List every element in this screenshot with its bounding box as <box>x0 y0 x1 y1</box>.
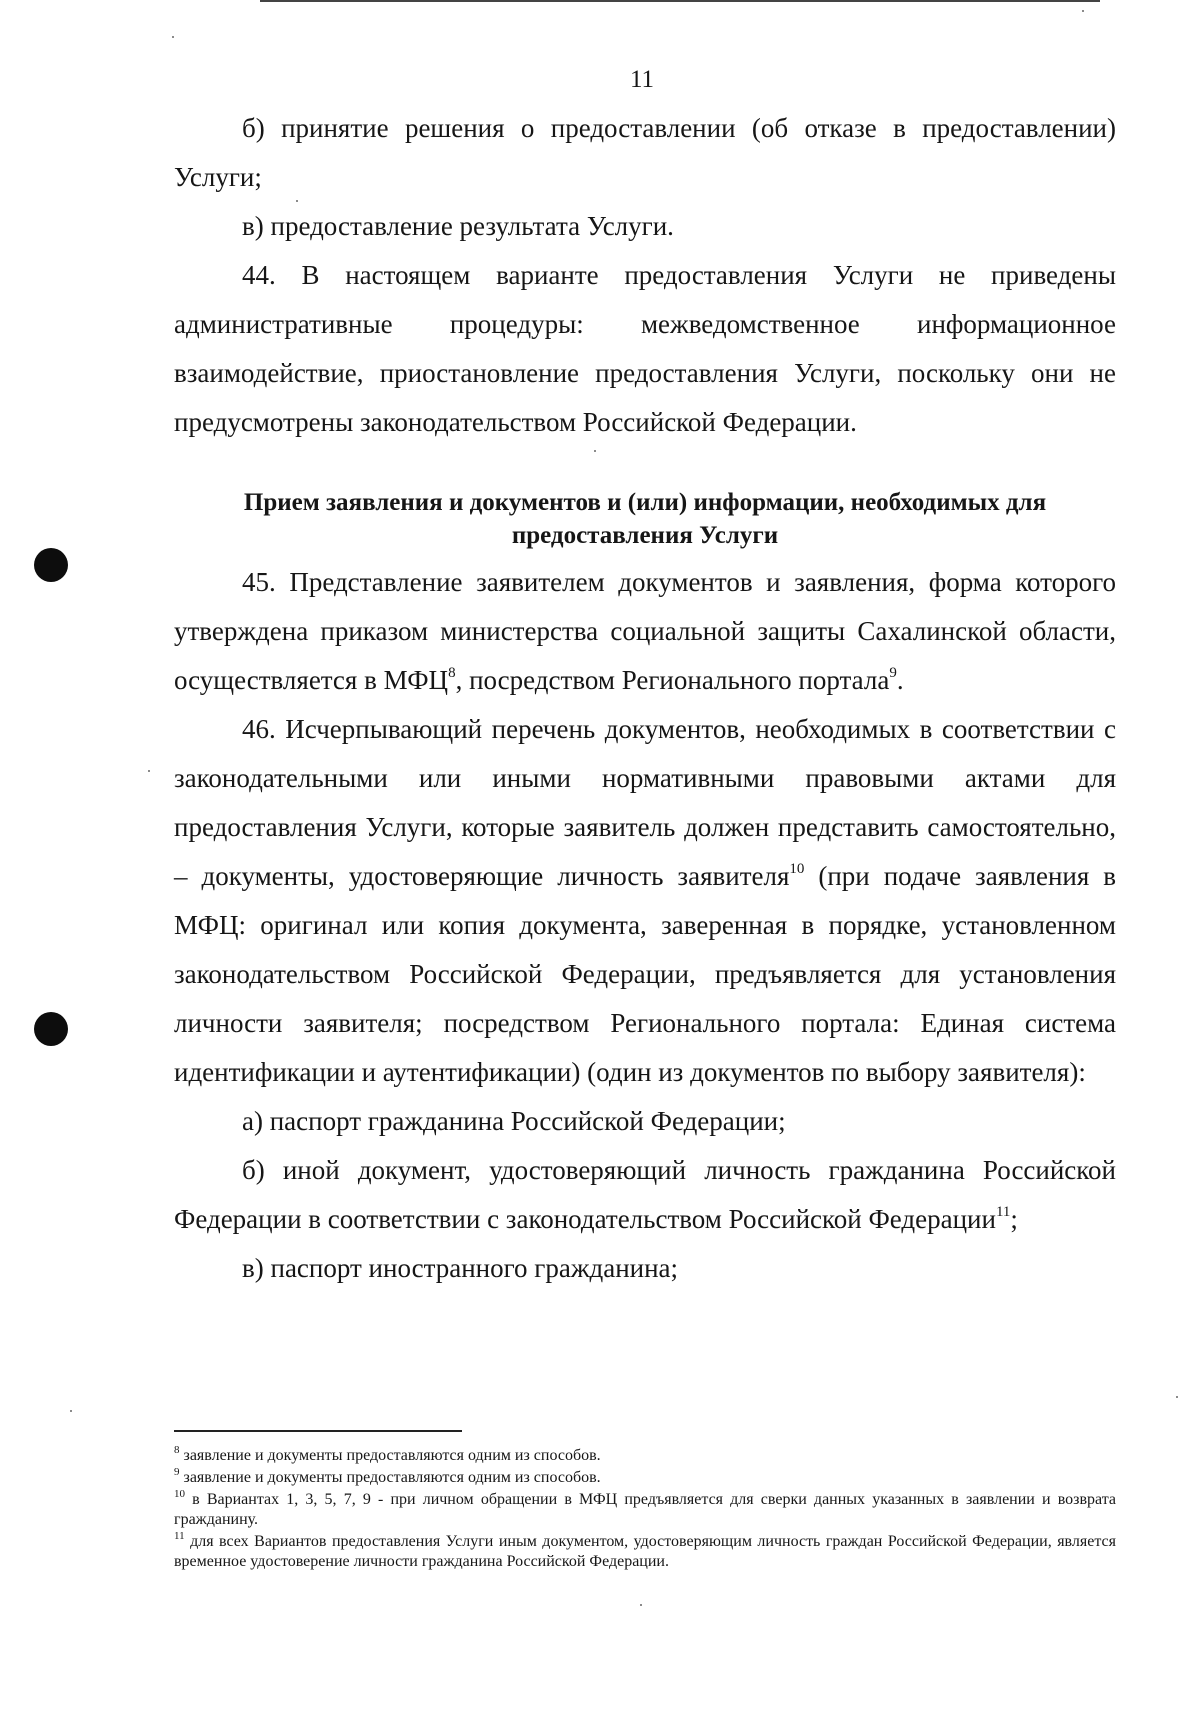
footnote-ref-9: 9 <box>889 665 897 681</box>
paragraph-46-text: 46. Исчерпывающий перечень документов, необходимых в соответствии с законодательными или иными нормативными правовыми актами для предоставления Услуги, которые заявитель должен представить самостоятельно, – документы, удостоверяющие личность заявителя <box>174 714 1116 891</box>
scan-top-edge-line <box>260 0 1100 2</box>
scan-speck <box>172 36 174 38</box>
list-item-b <box>174 1146 1116 1244</box>
paragraph-item-v: в) предоставление результата Услуги. <box>242 211 674 241</box>
footnote-ref-8: 8 <box>448 665 456 681</box>
paragraph-44: 44. В настоящем варианте предоставления Услуги не приведены административные процедуры: межведомственное информационное взаимодействие, приостановление предоставления Услуги, поскольку они не предусмотрены законодательством Российской Федерации. <box>174 260 1116 437</box>
paragraph-45 <box>174 558 1116 705</box>
footnote-text: для всех Вариантов предоставления Услуги иным документом, удостоверяющим личность граждан Российской Федерации, является временное удостоверение личности гражданина Российской Федерации. <box>174 1533 1116 1570</box>
footnote-mark: 11 <box>174 1530 185 1542</box>
top-paragraphs <box>174 104 1116 447</box>
scan-speck <box>1176 1396 1178 1398</box>
footnote-ref-10: 10 <box>789 861 805 877</box>
footnote-10 <box>174 1490 1116 1530</box>
footnote-text: в Вариантах 1, 3, 5, 7, 9 - при личном обращении в МФЦ предъявляется для сверки данных указанных в заявлении и возврата гражданину. <box>174 1491 1116 1528</box>
paragraph-45-mid: , посредством Регионального портала <box>455 665 890 695</box>
paragraph-46 <box>174 705 1116 1097</box>
list-item-v: в) паспорт иностранного гражданина; <box>242 1253 679 1283</box>
paragraph-item-b: б) принятие решения о предоставлении (об отказе в предоставлении) Услуги; <box>174 113 1116 192</box>
footnote-9 <box>174 1468 1116 1488</box>
section-heading: Прием заявления и документов и (или) информации, необходимых для предоставления Услуги <box>243 489 1047 549</box>
scan-speck <box>1082 10 1084 12</box>
footnote-text: заявление и документы предоставляются одним из способов. <box>179 1469 601 1486</box>
list-item-b-text: б) иной документ, удостоверяющий личность гражданина Российской Федерации в соответствии с законодательством Российской Федерации <box>174 1155 1116 1234</box>
paragraph-45-end: . <box>896 665 904 695</box>
paragraph-46-rest: (при подаче заявления в МФЦ: оригинал или копия документа, заверенная в порядке, установленном законодательством Российской Федерации, предъявляется для установления личности заявителя; посредством Регионального портала: Единая система идентификации и аутентификации) (один из документов по выбору заявителя): <box>174 861 1117 1087</box>
punch-hole-upper <box>34 548 68 582</box>
page-number: 11 <box>629 66 655 93</box>
footnote-text: заявление и документы предоставляются одним из способов. <box>179 1447 601 1464</box>
scan-speck <box>70 1410 72 1412</box>
main-paragraphs <box>174 558 1116 1293</box>
scan-speck <box>148 770 150 772</box>
scan-speck <box>594 450 596 452</box>
footnote-mark: 9 <box>174 1466 180 1478</box>
footnote-ref-11: 11 <box>995 1204 1011 1220</box>
footnote-8 <box>174 1446 1116 1466</box>
footnote-mark: 8 <box>174 1444 180 1456</box>
scan-speck <box>640 1604 642 1606</box>
footnote-11 <box>174 1532 1116 1572</box>
footnote-mark: 10 <box>174 1488 185 1500</box>
footnote-separator <box>174 1430 462 1432</box>
footnotes <box>174 1446 1116 1574</box>
list-item-b-end: ; <box>1010 1204 1018 1234</box>
list-item-a: а) паспорт гражданина Российской Федерации; <box>242 1106 786 1136</box>
punch-hole-lower <box>34 1012 68 1046</box>
paragraph-45-text: 45. Представление заявителем документов и заявления, форма которого утверждена приказом министерства социальной защиты Сахалинской области, осуществляется в МФЦ <box>174 567 1116 695</box>
